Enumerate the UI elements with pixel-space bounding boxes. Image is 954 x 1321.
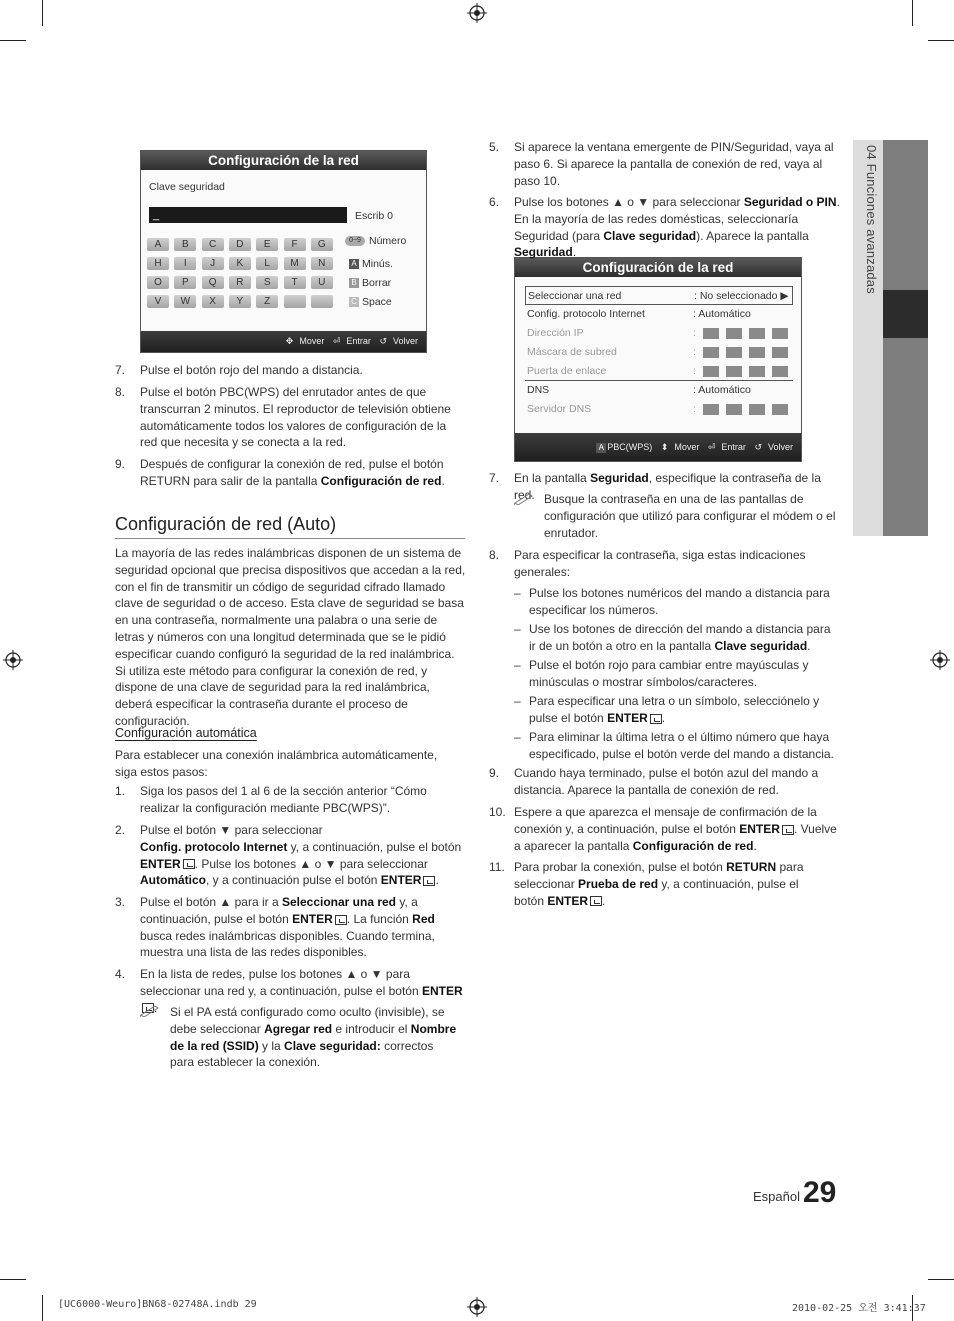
row-dns-server: Servidor DNS : [525,400,793,419]
bullet-dash: – [514,586,521,600]
page-number: 29 [803,1176,837,1209]
option-borrar[interactable]: B Borrar [349,277,391,289]
enter-icon [335,915,347,925]
step-text: Pulse el botón rojo del mando a distancia. [140,363,363,377]
bullet-dash: – [514,658,521,672]
note-text: Si el PA está configurado como oculto (invisible), se debe seleccionar Agregar red e introducir el Nombre de la red (SSID) y la Clave seguridad: correctos para establecer la conexión. [170,1005,457,1070]
enter-icon [590,896,602,906]
step-text: Pulse el botón PBC(WPS) del enrutador antes de que transcurran 2 minutos. El reproductor de televisión obtiene automáticamente todos los valores de configuración de la red que necesita y se conecta a la red. [140,385,451,450]
keyboard-key[interactable]: I [174,257,196,270]
bullet-text: Para eliminar la última letra o el último número que haya especificado, pulse el botón verde del mando a distancia. [529,730,834,761]
tag-badge: C [349,297,359,307]
keyboard-key[interactable]: P [174,276,196,289]
step-text: Pulse el botón ▲ para ir a Seleccionar una red y, a continuación, pulse el botón ENTER . La función Red busca redes inalámbricas disponibles. Cuando termina, muestra una lista de las redes disponibles. [140,895,435,960]
bullet-text: Pulse los botones numéricos del mando a distancia para especificar los números. [529,586,830,617]
keyboard-key[interactable]: B [174,238,196,251]
enter-icon [782,825,794,835]
registration-mark-icon [467,3,487,23]
crop-mark [42,1295,43,1321]
row-subnet-mask: Máscara de subred : [525,343,793,362]
bullet-text: Para especificar una letra o un símbolo, selecciónelo y pulse el botón ENTER . [529,694,820,725]
password-input[interactable] [149,207,347,223]
return-icon: ↺ [379,336,387,346]
crop-mark [0,1279,26,1280]
slug-date: 2010-02-25 오전 3:41:37 [792,1303,926,1314]
step-number: 7. [489,471,500,485]
osd-title: Configuración de la red [141,151,426,170]
bullet-dash: – [514,694,521,708]
keyboard-key[interactable]: T [284,276,306,289]
row-ip-address: Dirección IP : [525,324,793,343]
note-pencil-icon [514,491,534,505]
move-icon: ✥ [285,336,294,346]
step-text: Siga los pasos del 1 al 6 de la sección anterior “Cómo realizar la configuración mediante PBC(WPS)”. [140,784,427,815]
keyboard-key[interactable]: O [147,276,169,289]
note-text: Busque la contraseña en una de las pantallas de configuración que utilizó para configurar el módem o el enrutador. [544,492,836,540]
crop-mark [0,40,26,41]
step-number: 2. [115,823,126,837]
keyboard-key[interactable]: X [202,295,224,308]
osd-title: Configuración de la red [515,258,801,277]
keyboard-key[interactable]: C [202,238,224,251]
keyboard-key[interactable] [284,295,306,308]
registration-mark-icon [3,650,23,670]
field-label: Clave seguridad [149,181,225,193]
step-text: Pulse los botones ▲ o ▼ para seleccionar Seguridad o PIN. En la mayoría de las redes domésticas, seleccionaría Seguridad (para Clave seguridad). Aparece la pantalla Seguridad. [514,195,840,260]
keyboard-key[interactable]: E [256,238,278,251]
heading-rule [115,538,465,539]
page-language: Español [753,1189,800,1204]
input-cursor: _ [153,209,160,221]
keyboard-key[interactable]: J [202,257,224,270]
osd-network-config [514,257,802,462]
enter-icon [183,859,195,869]
enter-icon [423,876,435,886]
registration-mark-icon [467,1297,487,1317]
enter-icon: ⏎ [707,442,716,452]
step-text: En la pantalla Seguridad, especifique la contraseña de la red. [514,471,821,502]
keyboard-key[interactable]: V [147,295,169,308]
row-gateway: Puerta de enlace : [525,362,793,381]
step-text: En la lista de redes, pulse los botones ▲ o ▼ para seleccionar una red y, a continuación, pulse el botón ENTER. [140,967,463,1015]
option-minus[interactable]: A Minús. [349,258,393,270]
keyboard-key[interactable]: L [256,257,278,270]
return-icon: ↺ [754,442,762,452]
keyboard-key[interactable]: M [284,257,306,270]
step-number: 7. [115,363,126,377]
chapter-tab-marker [883,290,928,338]
crop-mark [42,0,43,26]
bullet-dash: – [514,730,521,744]
step-number: 9. [489,766,500,780]
keyboard-key[interactable]: Y [229,295,251,308]
step-text: Para probar la conexión, pulse el botón RETURN para seleccionar Prueba de red y, a continuación, pulse el botón ENTER . [514,860,804,908]
keyboard-key[interactable]: W [174,295,196,308]
step-number: 8. [489,548,500,562]
tag-badge: A [596,443,606,453]
row-ip-protocol[interactable]: Config. protocolo Internet : Automático [527,308,751,320]
tag-badge: A [349,259,359,269]
crop-mark [912,0,913,26]
bullet-dash: – [514,622,521,636]
step-number: 1. [115,784,126,798]
step-text: Después de configurar la conexión de red, pulse el botón RETURN para salir de la pantalla Configuración de red. [140,457,445,488]
keyboard-key[interactable] [311,295,333,308]
keyboard-key[interactable]: Z [256,295,278,308]
step-number: 4. [115,967,126,981]
step-text: Cuando haya terminado, pulse el botón azul del mando a distancia. Aparece la pantalla de conexión de red. [514,766,819,797]
osd-footer: ✥ Mover ⏎ Entrar ↺ Volver [141,331,426,352]
chapter-tab-dark [883,140,928,290]
section-heading: Configuración de red (Auto) [115,514,337,534]
step-number: 11. [489,860,505,874]
osd-footer: A PBC(WPS) ⬍ Mover ⏎ Entrar ↺ Volver [515,433,801,461]
chapter-tab-dark [883,338,928,536]
step-number: 10. [489,805,506,819]
tag-badge: 0~9 [345,236,365,246]
step-text: Espere a que aparezca el mensaje de confirmación de la conexión y, a continuación, pulse el botón ENTER . Vuelve a aparecer la pantalla Configuración de red. [514,805,837,853]
crop-mark [928,1279,954,1280]
keyboard-key[interactable]: U [311,276,333,289]
row-dns[interactable]: DNS : Automático [527,384,751,396]
note-pencil-icon [140,1003,160,1017]
enter-icon: ⏎ [332,336,341,346]
registration-mark-icon [930,650,950,670]
keyboard-key[interactable]: F [284,238,306,251]
step-text: Pulse el botón ▼ para seleccionar Config. protocolo Internet y, a continuación, pulse el botón ENTER . Pulse los botones ▲ o ▼ para seleccionar Automático, y a continuación pulse el botón ENTER . [140,823,462,888]
step-number: 8. [115,385,126,399]
chapter-label: 04 Funciones avanzadas [864,145,879,294]
slug-file: [UC6000-Weuro]BN68-02748A.indb 29 [58,1299,257,1310]
step-text: Para especificar la contraseña, siga estas indicaciones generales: [514,548,806,579]
step-number: 9. [115,457,126,471]
step-number: 3. [115,895,126,909]
keyboard-key[interactable]: N [311,257,333,270]
tag-badge: B [349,278,359,288]
enter-icon [650,714,662,724]
lead-paragraph: Para establecer una conexión inalámbrica automáticamente, siga estos pasos: [115,748,438,779]
crop-mark [928,40,954,41]
keyboard-key[interactable]: A [147,238,169,251]
step-number: 6. [489,195,500,209]
keyboard-key[interactable]: D [229,238,251,251]
keyboard-key[interactable]: Q [202,276,224,289]
escrib-counter: Escrib 0 [355,210,393,222]
step-number: 5. [489,140,500,154]
subheading: Configuración automática [115,726,257,740]
intro-paragraph: La mayoría de las redes inalámbricas disponen de un sistema de seguridad opcional que precisa dispositivos que accedan a la red, con el fin de transmitir un código de seguridad cifrado llamado clave de seguridad o de acceso. Esta clave de seguridad se basa en una contraseña, normalmente una palabra o una serie de letras y números con una longitud determinada que se le pidió especificar cuando configuró la seguridad de la red inalámbrica. Si utiliza este método para configurar la conexión de red, y dispone de una clave de seguridad para la red inalámbrica, deberá especificar la contraseña durante el proceso de configuración. [115,546,466,728]
osd-security-keyboard [140,150,427,353]
bullet-text: Use los botones de dirección del mando a distancia para ir de un botón a otro en la pantalla Clave seguridad. [529,622,831,653]
keyboard-key[interactable]: K [229,257,251,270]
step-text: Si aparece la ventana emergente de PIN/Seguridad, vaya al paso 6. Si aparece la pantalla de conexión de red, vaya al paso 10. [514,140,834,188]
keyboard-key[interactable]: R [229,276,251,289]
option-space[interactable]: C Space [349,296,392,308]
row-select-network[interactable]: Seleccionar una red : No seleccionado ▶ [525,286,793,305]
bullet-text: Pulse el botón rojo para cambiar entre mayúsculas y minúsculas o mostrar símbolos/caracteres. [529,658,809,689]
option-numero[interactable]: 0~9 Número [345,235,406,247]
keyboard-key[interactable]: G [311,238,333,251]
move-icon: ⬍ [660,442,669,452]
keyboard-key[interactable]: S [256,276,278,289]
keyboard-key[interactable]: H [147,257,169,270]
